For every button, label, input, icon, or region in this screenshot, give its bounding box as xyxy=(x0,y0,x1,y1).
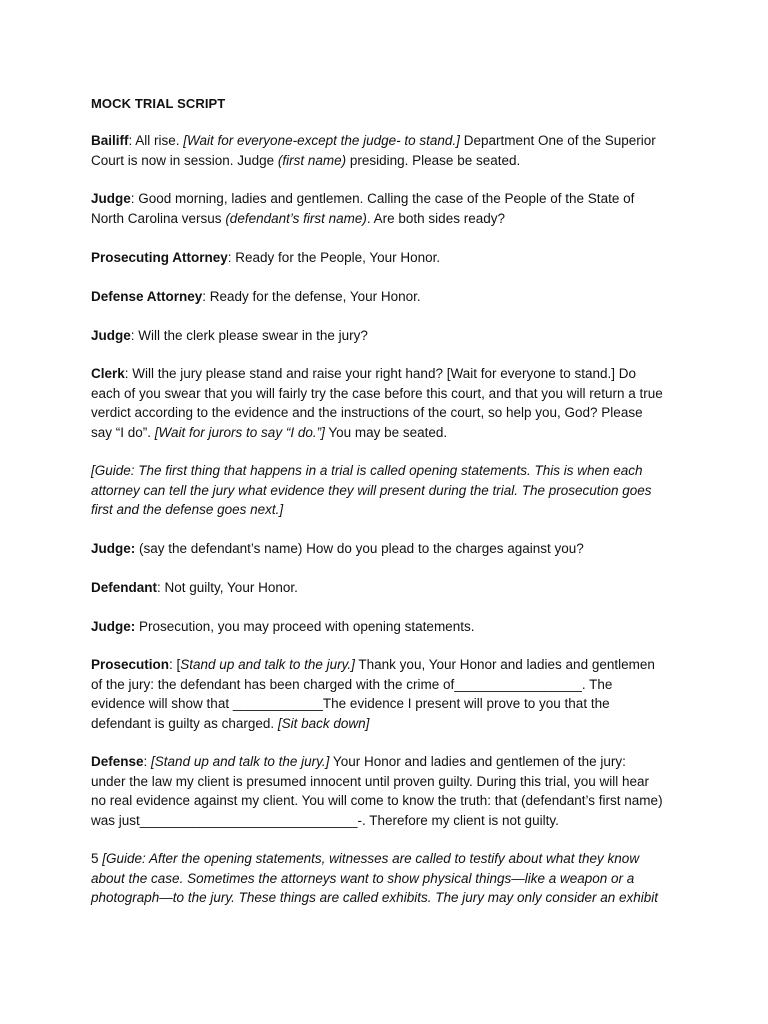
paragraph-line xyxy=(91,209,691,229)
script-paragraph xyxy=(91,248,691,268)
paragraph-line xyxy=(91,752,691,772)
line-text: of the jury: the defendant has been charged with the crime of_________________. The xyxy=(91,676,613,692)
stage-direction: photograph—to the jury. These things are called exhibits. The jury may only consider an exhibit xyxy=(91,890,659,905)
paragraph-line xyxy=(91,617,691,637)
stage-direction: first and the defense goes next.] xyxy=(91,502,284,517)
paragraph-line xyxy=(91,811,691,831)
line-text: evidence will show that ____________The evidence I present will prove to you that the xyxy=(91,696,610,711)
line-text: under the law my client is presumed innocent until proven guilty. During this trial, you will hear xyxy=(91,773,650,789)
speaker-label: Defendant xyxy=(91,580,158,595)
paragraph-line xyxy=(91,772,691,792)
script-paragraph xyxy=(91,364,691,442)
line-text: : xyxy=(143,754,152,769)
stage-direction: [Guide: After the opening statements, witnesses are called to testify about what they know xyxy=(102,851,640,866)
stage-direction: attorney can tell the jury what evidence they will present during the trial. The prosecution goes xyxy=(91,482,652,498)
line-text: . Are both sides ready? xyxy=(366,210,505,226)
line-text: Prosecution, you may proceed with opening statements. xyxy=(135,619,475,634)
paragraph-line xyxy=(91,675,691,695)
stage-direction: [Guide: The first thing that happens in a trial is called opening statements. This is when each xyxy=(91,463,643,478)
speaker-label: Prosecution xyxy=(91,657,170,672)
line-text: say “I do”. xyxy=(91,424,155,440)
speaker-label: Prosecuting Attorney xyxy=(91,250,228,265)
script-paragraph xyxy=(91,752,691,830)
line-text: was just_____________________________-. Therefore my client is not guilty. xyxy=(91,812,559,828)
line-text: You may be seated. xyxy=(324,424,448,440)
line-text: 5 xyxy=(91,851,103,866)
paragraph-line xyxy=(91,326,691,346)
line-text: Department One of the Superior xyxy=(459,133,656,148)
line-text: each of you swear that you will fairly try the case before this court, and that you will return a true xyxy=(91,385,663,401)
paragraph-line xyxy=(91,364,691,384)
line-text: Thank you, Your Honor and ladies and gentlemen xyxy=(354,657,655,672)
stage-direction: about the case. Sometimes the attorneys want to show physical things—like a weapon or a xyxy=(91,870,635,886)
line-text: North Carolina versus xyxy=(91,210,226,226)
stage-direction: Stand up and talk to the jury.] xyxy=(180,657,355,672)
paragraph-line xyxy=(91,287,691,307)
paragraph-line xyxy=(91,694,691,714)
paragraph-line xyxy=(91,714,691,734)
paragraph-line xyxy=(91,461,691,481)
paragraph-line xyxy=(91,500,691,520)
script-paragraph xyxy=(91,189,691,228)
script-paragraph xyxy=(91,655,691,733)
script-paragraph xyxy=(91,617,691,637)
paragraph-line xyxy=(91,384,691,404)
line-text: (say the defendant’s name) How do you plead to the charges against you? xyxy=(135,541,584,556)
line-text: defendant is guilty as charged. xyxy=(91,715,278,731)
script-paragraph xyxy=(91,326,691,346)
speaker-label: Judge xyxy=(91,328,131,343)
line-text: presiding. Please be seated. xyxy=(346,152,521,168)
stage-direction: (defendant’s first name) xyxy=(225,210,367,226)
paragraph-line xyxy=(91,539,691,559)
paragraph-line xyxy=(91,869,691,889)
speaker-label: Clerk xyxy=(91,366,125,381)
speaker-label: Judge xyxy=(91,191,131,206)
script-paragraph xyxy=(91,461,691,520)
paragraph-line xyxy=(91,189,691,209)
line-text: : Ready for the defense, Your Honor. xyxy=(202,289,421,304)
paragraph-line xyxy=(91,481,691,501)
speaker-label: Defense Attorney xyxy=(91,289,203,304)
paragraph-line xyxy=(91,791,691,811)
line-text: : Ready for the People, Your Honor. xyxy=(227,250,441,265)
speaker-label: Bailiff xyxy=(91,133,129,148)
line-text: Court is now in session. Judge xyxy=(91,152,278,168)
line-text: : Not guilty, Your Honor. xyxy=(157,580,298,595)
paragraph-line xyxy=(91,849,691,869)
paragraph-line xyxy=(91,655,691,675)
line-text: Your Honor and ladies and gentlemen of the jury: xyxy=(329,754,626,769)
stage-direction: [Sit back down] xyxy=(277,715,370,731)
paragraph-line xyxy=(91,248,691,268)
speaker-label: Judge: xyxy=(91,541,136,556)
script-paragraph xyxy=(91,131,691,170)
paragraph-line xyxy=(91,423,691,443)
stage-direction: [Wait for jurors to say “I do.”] xyxy=(154,424,325,440)
paragraph-line xyxy=(91,151,691,171)
paragraph-line xyxy=(91,888,691,908)
paragraph-line xyxy=(91,131,691,151)
stage-direction: (first name) xyxy=(277,152,347,168)
line-text: no real evidence against my client. You will come to know the truth: that (defendant’s first name) xyxy=(91,793,663,808)
script-paragraph xyxy=(91,539,691,559)
line-text: : Will the jury please stand and raise your right hand? [Wait for everyone to stand.] Do xyxy=(124,366,637,381)
line-text: : Will the clerk please swear in the jury? xyxy=(130,328,368,343)
script-paragraph xyxy=(91,849,691,908)
stage-direction: [Stand up and talk to the jury.] xyxy=(151,754,330,769)
script-paragraph xyxy=(91,578,691,598)
paragraph-line xyxy=(91,403,691,423)
paragraph-line xyxy=(91,578,691,598)
line-text: : [ xyxy=(169,657,181,672)
line-text: : Good morning, ladies and gentlemen. Calling the case of the People of the State of xyxy=(130,191,635,206)
document-title: MOCK TRIAL SCRIPT xyxy=(91,96,226,111)
stage-direction: [Wait for everyone-except the judge- to stand.] xyxy=(183,133,460,148)
line-text: verdict according to the evidence and the instructions of the court, so help you, God? Please xyxy=(91,405,643,420)
speaker-label: Defense xyxy=(91,754,144,769)
line-text: : All rise. xyxy=(128,133,184,148)
script-paragraph xyxy=(91,287,691,307)
speaker-label: Judge: xyxy=(91,619,136,634)
